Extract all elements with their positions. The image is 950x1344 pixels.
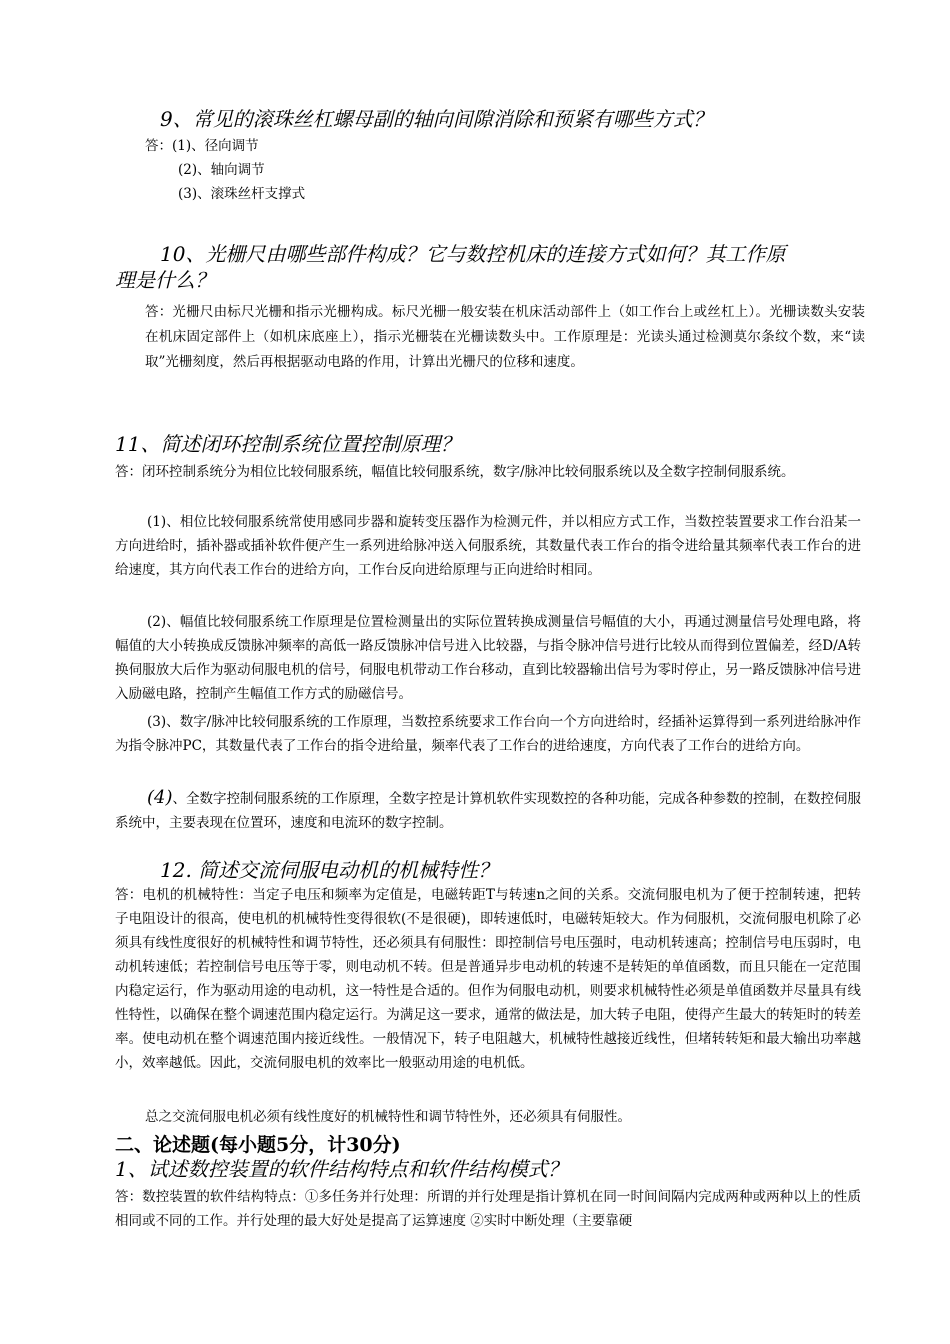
question-9-title: 9、常见的滚珠丝杠螺母副的轴向间隙消除和预紧有哪些方式？ (160, 107, 713, 131)
section-2-heading: 二、论述题(每小题5分，计30分) (115, 1134, 401, 1156)
question-9-answer-1: 答：(1)、径向调节 (145, 138, 259, 154)
question-11-intro: 答：闭环控制系统分为相位比较伺服系统，幅值比较伺服系统，数字/脉冲比较伺服系统以及全数字控制伺服系统。 (115, 464, 795, 480)
question-11-point-3: (3)、数字/脉冲比较伺服系统的工作原理，当数控系统要求工作台向一个方向进给时，经插补运算得到一系列进给脉冲作为指令脉冲PC，其数量代表了工作台的指令进给量，频率代表了工作台的进给速度，方向代表了工作台的进给方向。 (115, 714, 861, 754)
question-11-point-4-number: (4) (147, 787, 173, 808)
section-2-question-1-title: 1、试述数控装置的软件结构特点和软件结构模式？ (115, 1157, 568, 1181)
question-9-answer-2: (2)、轴向调节 (178, 162, 265, 178)
question-11-point-4-text: 、全数字控制伺服系统的工作原理，全数字控是计算机软件实现数控的各种功能，完成各种参数的控制，在数控伺服系统中，主要表现在位置环，速度和电流环的数字控制。 (115, 791, 861, 831)
question-12-title: 12. 简述交流伺服电动机的机械特性？ (160, 858, 499, 882)
question-11-point-4 (115, 786, 861, 835)
question-12-answer: 答：电机的机械特性：当定子电压和频率为定值是，电磁转距T与转速n之间的关系。交流伺服电机为了便于控制转速，把转子电阻设计的很高，使电机的机械特性变得很软(不是很硬)，即转速低时，电磁转矩较大。作为伺服机，交流伺服电机除了必须具有线性度很好的机械特性和调节特性，还必须具有伺服性：即控制信号电压强时，电动机转速高；控制信号电压弱时，电动机转速低；若控制信号电压等于零，则电动机不转。但是普通异步电动机的转速不是转矩的单值函数，而且只能在一定范围内稳定运行，作为驱动用途的电动机，这一特性是合适的。但作为伺服电动机，则要求机械特性必须是单值函数并尽量具有线性特性，以确保在整个调速范围内稳定运行。为满足这一要求，通常的做法是，加大转子电阻，使得产生最大的转矩时的转差率。使电动机在整个调速范围内接近线性。一般情况下，转子电阻越大，机械特性越接近线性，但堵转转矩和最大输出功率越小，效率越低。因此，交流伺服电机的效率比一般驱动用途的电机低。 (115, 887, 861, 1071)
question-10-title-line2: 理是什么？ (115, 268, 215, 292)
question-11-point-1: (1)、相位比较伺服系统常使用感同步器和旋转变压器作为检测元件，并以相应方式工作，当数控装置要求工作台沿某一方向进给时，插补器或插补软件便产生一系列进给脉冲送入伺服系统，其数量代表工作台的指令进给量其频率代表工作台的进给速度，其方向代表工作台的进给方向，工作台反向进给原理与正向进给时相同。 (115, 514, 861, 578)
question-10-title-line1: 10、光栅尺由哪些部件构成？它与数控机床的连接方式如何？其工作原 (160, 242, 786, 266)
question-9-answer-3: (3)、滚珠丝杆支撑式 (178, 186, 306, 202)
section-2-question-1-answer: 答：数控装置的软件结构特点：①多任务并行处理：所谓的并行处理是指计算机在同一时间间隔内完成两种或两种以上的性质相同或不同的工作。并行处理的最大好处是提高了运算速度 ②实时中断处理（主要靠硬 (115, 1189, 861, 1229)
question-11-title: 11、简述闭环控制系统位置控制原理？ (115, 432, 461, 456)
question-12-summary: 总之交流伺服电机必须有线性度好的机械特性和调节特性外，还必须具有伺服性。 (145, 1109, 631, 1125)
question-11-point-2: (2)、幅值比较伺服系统工作原理是位置检测量出的实际位置转换成测量信号幅值的大小，再通过测量信号处理电路，将幅值的大小转换成反馈脉冲频率的高低一路反馈脉冲信号进入比较器，与指令脉冲信号进行比较从而得到位置偏差，经D/A转换伺服放大后作为驱动伺服电机的信号，伺服电机带动工作台移动，直到比较器输出信号为零时停止，另一路反馈脉冲信号进入励磁电路，控制产生幅值工作方式的励磁信号。 (115, 614, 861, 702)
question-10-answer: 答：光栅尺由标尺光栅和指示光栅构成。标尺光栅一般安装在机床活动部件上（如工作台上或丝杠上）。光栅读数头安装在机床固定部件上（如机床底座上），指示光栅装在光栅读数头中。工作原理是：光读头通过检测莫尔条纹个数，来“读取”光栅刻度，然后再根据驱动电路的作用，计算出光栅尺的位移和速度。 (145, 304, 865, 370)
